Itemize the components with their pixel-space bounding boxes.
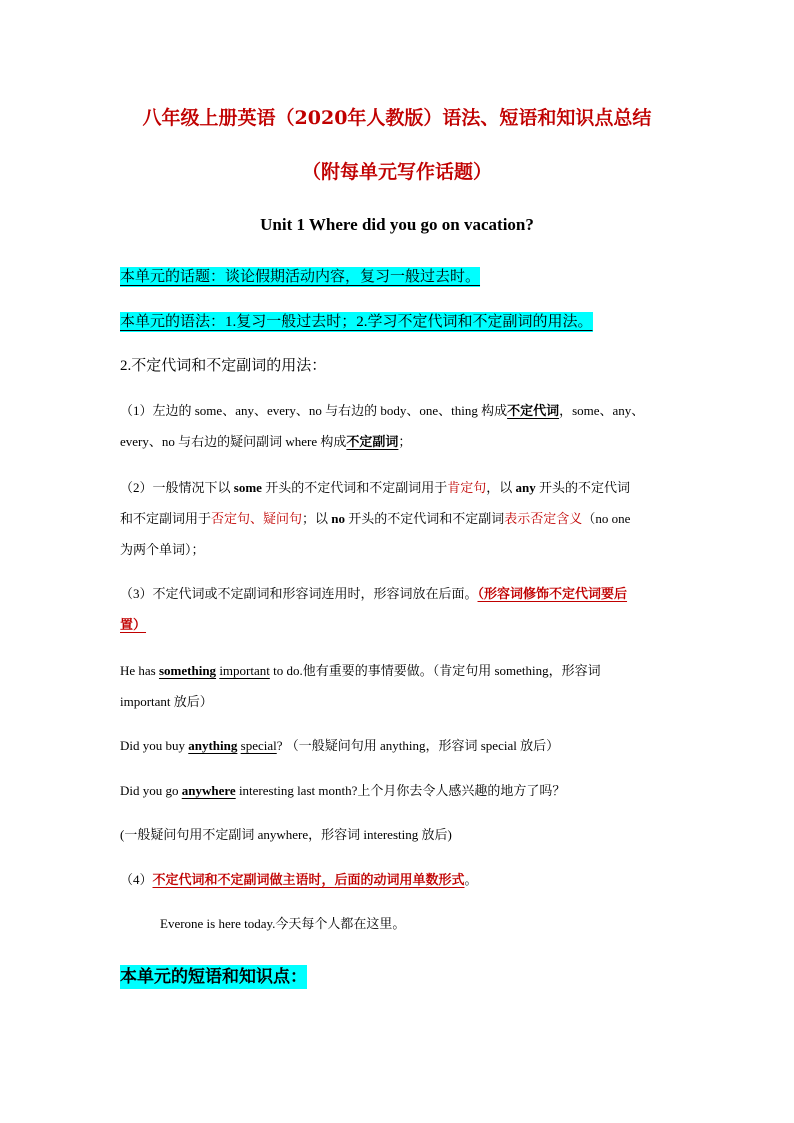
example-2-text-a: Did you buy <box>120 738 189 753</box>
example-3-text-c: interesting last month?上个月你去令人感兴趣的地方了吗？ <box>235 783 566 798</box>
unit-grammar <box>120 307 680 338</box>
rule-2-text-c: 开头的不定代词和不定副词用于 <box>261 480 448 495</box>
rule-1-term-adverb: 不定副词 <box>346 434 399 449</box>
unit-title: Unit 1 Where did you go on vacation? <box>260 215 534 234</box>
rule-4-text-c: 。 <box>464 872 478 887</box>
rule-2-text-n: （no one <box>582 511 631 526</box>
rule-1-text-f: ； <box>398 434 412 449</box>
rule-2-text-o: 为两个单词）； <box>120 542 205 557</box>
example-3-note: (一般疑问句用不定副词 anywhere，形容词 interesting 放后) <box>120 827 452 842</box>
rule-4-emphasis: 不定代词和不定副词做主语时，后面的动词用单数形式 <box>152 872 465 887</box>
example-3 <box>120 775 680 806</box>
example-1-text-f: important 放后） <box>120 694 213 709</box>
example-2-anything: anything <box>188 738 238 753</box>
rule-2-text-j: ；以 <box>302 511 332 526</box>
rule-2-some: some <box>233 480 262 495</box>
rule-2-text-h: 和不定副词用于 <box>120 511 212 526</box>
rule-2-affirmative: 肯定句 <box>447 480 487 495</box>
rule-3-emphasis-end: 置） <box>120 617 147 632</box>
document-title: 八年级上册英语（2020年人教版）语法、短语和知识点总结 <box>142 107 652 129</box>
unit-topic <box>120 262 680 293</box>
rule-3 <box>120 578 680 640</box>
example-1-important: important <box>219 663 270 678</box>
example-1 <box>120 655 680 717</box>
example-2 <box>120 730 680 761</box>
example-4: Everone is here today.今天每个人都在这里。 <box>160 916 406 931</box>
rule-2-negative-question: 否定句、疑问句 <box>211 511 303 526</box>
rule-1-term-pronoun: 不定代词 <box>507 403 560 418</box>
example-3-anywhere: anywhere <box>181 783 236 798</box>
rule-1 <box>120 395 680 457</box>
example-1-something: something <box>159 663 217 678</box>
section-heading: 2.不定代词和不定副词的用法： <box>120 358 327 374</box>
rule-2-no: no <box>331 511 346 526</box>
document-subtitle: （附每单元写作话题） <box>301 161 492 183</box>
rule-4 <box>120 864 680 895</box>
example-2-special: special <box>240 738 277 753</box>
rule-2-text-a: （2）一般情况下以 <box>120 480 234 495</box>
rule-2-any: any <box>515 480 536 495</box>
grammar-highlight: 本单元的语法：1.复习一般过去时；2.学习不定代词和不定副词的用法。 <box>120 314 593 330</box>
topic-highlight: 本单元的话题：谈论假期活动内容，复习一般过去时。 <box>120 269 481 285</box>
example-3-text-a: Did you go <box>120 783 182 798</box>
example-2-text-e: ? （一般疑问句用 anything，形容词 special 放后） <box>276 738 560 753</box>
example-1-text-e: to do.他有重要的事情要做。（肯定句用 something，形容词 <box>269 663 601 678</box>
rule-1-text-d: every、no 与右边的疑问副词 where 构成 <box>120 434 347 449</box>
rule-1-text-c: ，some、any、 <box>559 403 645 418</box>
rule-2-text-g: 开头的不定代词 <box>535 480 630 495</box>
rule-4-text-a: （4） <box>120 872 153 887</box>
rule-1-text-a: （1）左边的 some、any、every、no 与右边的 body、one、thing 构成 <box>120 403 508 418</box>
rule-3-text-a: （3）不定代词或不定副词和形容词连用时，形容词放在后面。 <box>120 586 478 601</box>
phrases-heading-text: 本单元的短语和知识点： <box>120 967 307 987</box>
rule-2-text-l: 开头的不定代词和不定副词 <box>345 511 505 526</box>
rule-2-negative-meaning: 表示否定含义 <box>504 511 583 526</box>
example-1-text-a: He has <box>120 663 159 678</box>
rule-2-text-e: ，以 <box>486 480 516 495</box>
rule-3-emphasis: （形容词修饰不定代词要后 <box>477 586 628 601</box>
phrases-heading <box>120 962 307 987</box>
rule-2 <box>120 472 680 565</box>
